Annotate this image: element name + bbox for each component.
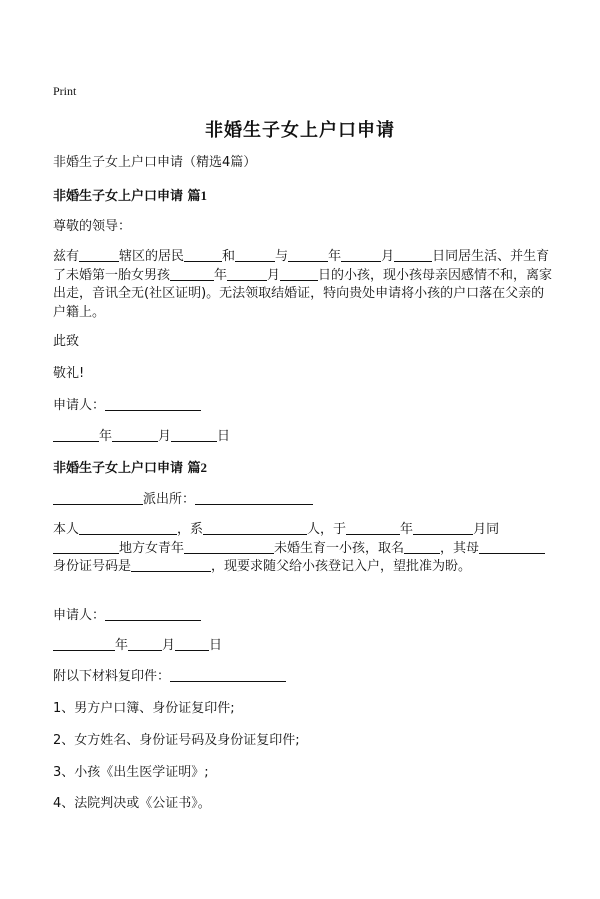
section-1-salutation: 尊敬的领导： xyxy=(53,219,132,234)
text-run: 与 xyxy=(275,249,289,264)
text-run: 日 xyxy=(217,429,231,444)
blank-line xyxy=(184,248,222,262)
blank-line xyxy=(53,428,99,442)
blank-line xyxy=(53,540,119,554)
attachment-item: 2、女方姓名、身份证号码及身份证复印件; xyxy=(53,733,300,748)
attachment-item: 3、小孩《出生医学证明》; xyxy=(53,765,209,780)
blank-line xyxy=(346,521,400,535)
blank-line xyxy=(184,540,274,554)
blank-line xyxy=(53,637,115,651)
section-2-applicant xyxy=(53,607,201,625)
section-2-attachments-label xyxy=(53,668,286,686)
blank-line xyxy=(341,248,381,262)
text-run: 地方女青年 xyxy=(119,540,185,556)
section-1-body xyxy=(53,248,553,322)
blank-line xyxy=(131,558,211,572)
blank-line xyxy=(170,267,214,281)
applicant-label: 申请人： xyxy=(53,398,106,413)
section-2-heading-number: 篇2 xyxy=(187,460,208,475)
print-label[interactable]: Print xyxy=(53,84,77,98)
blank-line xyxy=(79,248,119,262)
blank-line xyxy=(170,668,286,682)
text-run: 本人 xyxy=(53,522,80,537)
section-2-heading xyxy=(53,459,207,478)
blank-line xyxy=(128,637,162,651)
section-1-applicant xyxy=(53,397,201,415)
section-1-closing-1: 此致 xyxy=(53,334,80,349)
blank-line xyxy=(171,428,217,442)
section-1-heading-text: 非婚生子女上户口申请 xyxy=(53,189,184,204)
text-run: 月同 xyxy=(473,522,500,537)
text-run: 和 xyxy=(222,249,236,264)
text-run: 月 xyxy=(381,249,395,264)
section-2-body xyxy=(53,521,553,577)
section-1-heading xyxy=(53,187,207,206)
text-run: 年 xyxy=(99,429,113,444)
blank-line xyxy=(79,521,177,535)
text-run: ，现要求随父给小孩登记入户，望批准为盼。 xyxy=(211,559,472,574)
text-run: 年 xyxy=(400,522,414,537)
text-run: ，其母 xyxy=(440,540,480,556)
text-run: 日同居生活、并生育了未婚第一胎女男孩 xyxy=(53,249,550,283)
text-run: ，系 xyxy=(177,522,204,537)
section-2-date xyxy=(53,637,222,655)
applicant-label: 申请人： xyxy=(53,608,106,623)
blank-line xyxy=(53,491,143,505)
blank-line xyxy=(280,267,318,281)
text-run: 年 xyxy=(115,638,129,653)
blank-line xyxy=(175,637,209,651)
section-2-police xyxy=(53,491,313,509)
text-run: 年 xyxy=(328,249,342,264)
text-run: 兹有 xyxy=(53,249,80,264)
section-2-heading-text: 非婚生子女上户口申请 xyxy=(53,461,184,476)
section-1-closing-2: 敬礼! xyxy=(53,366,85,381)
blank-line xyxy=(105,397,201,411)
text-run: 日 xyxy=(209,638,223,653)
blank-line xyxy=(203,521,307,535)
text-run: 月 xyxy=(267,267,281,283)
blank-line xyxy=(195,491,313,505)
blank-line xyxy=(394,248,432,262)
attachment-item: 1、男方户口簿、身份证复印件; xyxy=(53,701,235,716)
text-run: 月 xyxy=(158,429,172,444)
text-run: 人，于 xyxy=(307,522,347,537)
document-subtitle: 非婚生子女上户口申请（精选4篇） xyxy=(53,155,257,170)
text-run: 辖区的居民 xyxy=(119,249,185,264)
text-run: 日的小孩，现小孩母亲因感情不和，离家出走，音讯全无(社区证明)。无法领取结婚证，特向贵处申请将小孩的户口落在父亲的户籍上。 xyxy=(53,267,553,320)
text-run: 年 xyxy=(214,267,228,283)
section-1-date xyxy=(53,428,230,446)
document-title: 非婚生子女上户口申请 xyxy=(205,120,395,141)
blank-line xyxy=(112,428,158,442)
blank-line xyxy=(479,540,545,554)
text-run: 月 xyxy=(162,638,176,653)
text-run: 派出所： xyxy=(143,492,196,507)
text-run: 附以下材料复印件： xyxy=(53,669,171,684)
blank-line xyxy=(227,267,267,281)
text-run: 未婚生育一小孩，取名 xyxy=(274,540,405,556)
text-run: 身份证号码是 xyxy=(53,559,132,574)
blank-line xyxy=(404,540,440,554)
blank-line xyxy=(413,521,473,535)
blank-line xyxy=(235,248,275,262)
section-1-heading-number: 篇1 xyxy=(187,188,208,203)
blank-line xyxy=(288,248,328,262)
attachment-item: 4、法院判决或《公证书》。 xyxy=(53,796,211,811)
blank-line xyxy=(105,607,201,621)
